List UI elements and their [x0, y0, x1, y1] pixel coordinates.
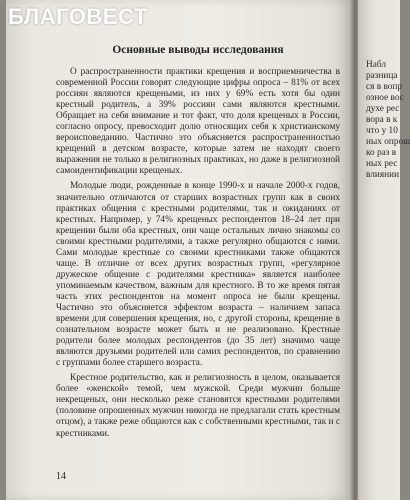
- paragraph-2: Молодые люди, рожденные в конце 1990-х и начале 2000-х годов, значительно отличаются от старших возрастных групп как в своих практиках общения с крестными родителями, так и ожиданиях от крестных. Например, у 74% крещеных респондентов 18–24 лет при крещении были оба крестных, они чаще остальных лично знакомы со своими крестными родителями, а также регулярно общаются с ними. Сами молодые крестные со своими крестниками также общаются чаще. В отличие от всех других возрастных групп, «регулярное дружеское общение с родителями крестника» является наиболее упоминаемым качеством, важным для крестного. В то же время пятая часть этих респондентов на момент опроса не были крещены. Частично это объясняется эффектом возраста – наличием запаса времени для совершения крещения, но, с другой стороны, крещение в сознательном возрасте может быть и не реализовано. Крестные родители более молодых респондентов (до 35 лет) значимо чаще являются друзьями родителей или самих респондентов, по сравнению с группами более старшего возраста.: [56, 181, 340, 369]
- right-page-line: влиянии: [366, 170, 400, 180]
- paragraph-1: О распространенности практики крещения и восприемничества в современной России говорят следующие цифры опроса – 81% от всех россиян являются крещеными, из них у 69% есть хотя бы один крестный родитель, а 39% россиян сами являются крестными. Обращает на себя внимание и тот факт, что доля крещеных в России, согласно опросу, превосходит долю относящих себя к христианскому вероисповеданию. Частично это объясняется распространенностью крещений в детском возрасте, которые затем не находят своего выражения не только в религиозных практиках, но даже в религиозной самоидентификации крещеных.: [56, 67, 340, 177]
- right-page-line: что у 10: [366, 126, 398, 136]
- right-page-line: ных рес: [366, 159, 398, 169]
- right-page-line: ко раз в: [366, 148, 397, 158]
- right-page-line: разница: [366, 71, 398, 81]
- section-title: Основные выводы исследования: [112, 44, 284, 56]
- right-page-line: духе рес: [366, 104, 400, 114]
- right-page: [358, 0, 410, 500]
- page-number: 14: [56, 471, 66, 482]
- right-page-line: Набл: [366, 60, 386, 70]
- right-page-line: вора в к: [366, 115, 398, 125]
- right-page-line: ных опрош: [366, 137, 410, 147]
- watermark-logo: БЛАГОВЕСТ: [8, 4, 148, 29]
- right-page-line: озное вос: [366, 93, 404, 103]
- left-page: [6, 0, 352, 500]
- paragraph-3: Крестное родительство, как и религиозность в целом, оказывается более «женской» темой, чем мужской. Среди мужчин больше некрещеных, они несколько реже становятся крестными родителями (половине опрошенных мужчин никогда не предлагали стать крестным отцом), а также реже общаются как с собственными крестными, так и с крестниками.: [56, 373, 340, 439]
- right-page-line: ся в вопр: [366, 82, 403, 92]
- page-content: [56, 44, 340, 444]
